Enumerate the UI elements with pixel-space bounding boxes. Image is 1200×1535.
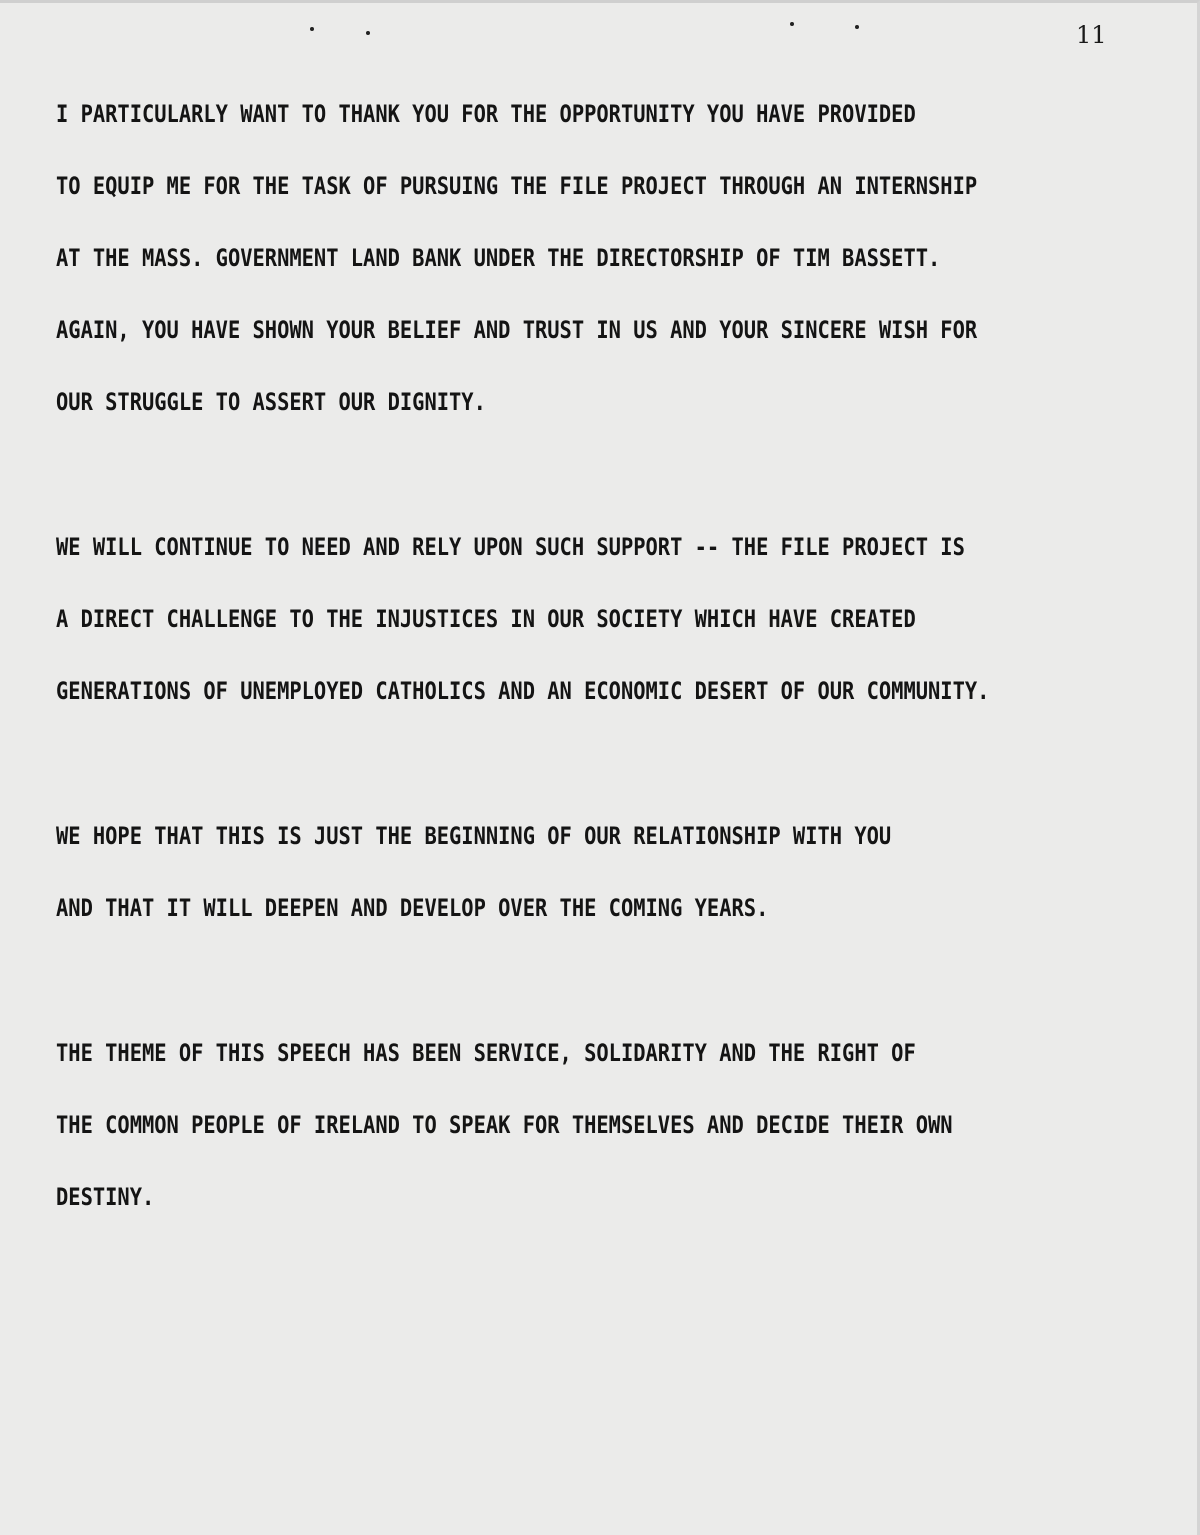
text-line: GENERATIONS OF UNEMPLOYED CATHOLICS AND AN ECONOMIC DESERT OF OUR COMMUNITY. (56, 677, 990, 705)
text-line: DESTINY. (56, 1183, 155, 1211)
ink-speck (310, 27, 314, 31)
text-line: AGAIN, YOU HAVE SHOWN YOUR BELIEF AND TRUST IN US AND YOUR SINCERE WISH FOR (56, 316, 978, 344)
text-line: WE HOPE THAT THIS IS JUST THE BEGINNING OF OUR RELATIONSHIP WITH YOU (56, 822, 892, 850)
text-line: AT THE MASS. GOVERNMENT LAND BANK UNDER THE DIRECTORSHIP OF TIM BASSETT. (56, 244, 941, 272)
text-line: WE WILL CONTINUE TO NEED AND RELY UPON SUCH SUPPORT -- THE FILE PROJECT IS (56, 533, 965, 561)
text-line: OUR STRUGGLE TO ASSERT OUR DIGNITY. (56, 388, 486, 416)
text-line: A DIRECT CHALLENGE TO THE INJUSTICES IN OUR SOCIETY WHICH HAVE CREATED (56, 605, 916, 633)
page-number: 11 (1076, 21, 1107, 49)
text-line: I PARTICULARLY WANT TO THANK YOU FOR THE OPPORTUNITY YOU HAVE PROVIDED (56, 100, 916, 128)
letter-body (56, 93, 1176, 1248)
paragraph-spacer (56, 453, 1176, 526)
paragraph-spacer (56, 959, 1176, 1032)
text-line: AND THAT IT WILL DEEPEN AND DEVELOP OVER THE COMING YEARS. (56, 894, 769, 922)
paragraph-4 (56, 1032, 1176, 1248)
paragraph-3 (56, 815, 1176, 959)
paragraph-spacer (56, 742, 1176, 815)
ink-speck (790, 22, 794, 26)
text-line: THE THEME OF THIS SPEECH HAS BEEN SERVICE, SOLIDARITY AND THE RIGHT OF (56, 1039, 916, 1067)
paragraph-2 (56, 526, 1176, 742)
ink-speck (855, 25, 859, 29)
text-line: THE COMMON PEOPLE OF IRELAND TO SPEAK FOR THEMSELVES AND DECIDE THEIR OWN (56, 1111, 953, 1139)
text-line: TO EQUIP ME FOR THE TASK OF PURSUING THE FILE PROJECT THROUGH AN INTERNSHIP (56, 172, 978, 200)
ink-speck (366, 31, 370, 35)
paragraph-1 (56, 93, 1176, 453)
